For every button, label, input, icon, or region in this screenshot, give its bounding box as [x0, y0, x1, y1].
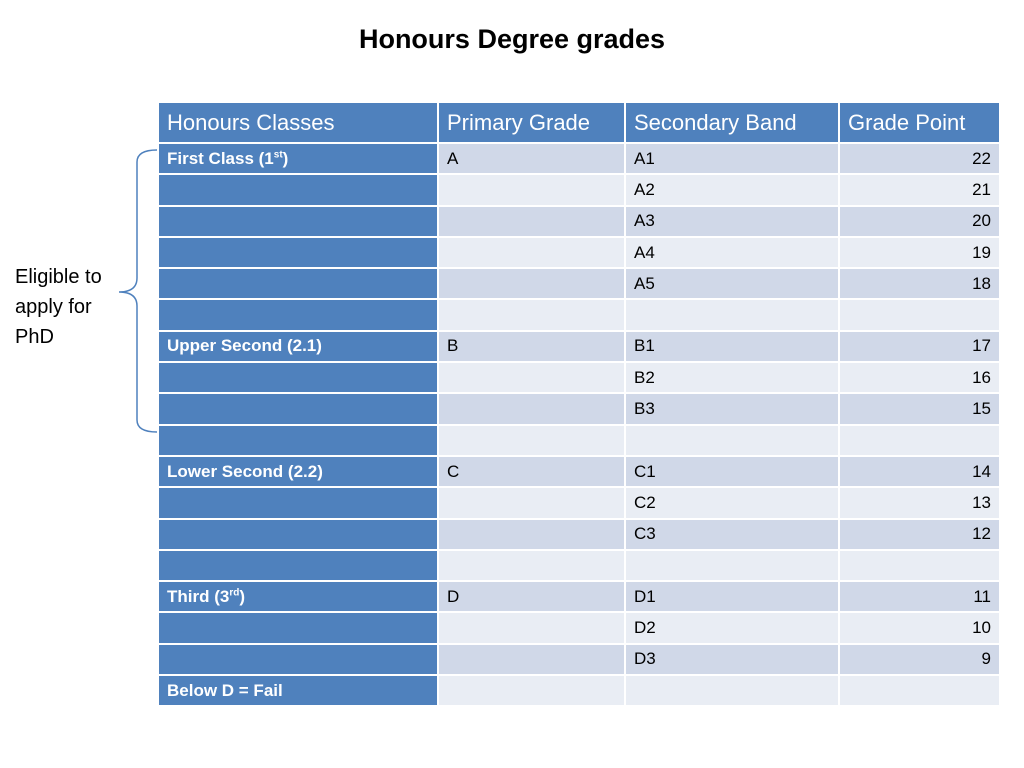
note-line: Eligible to	[15, 266, 102, 288]
primary-grade-cell	[438, 237, 625, 268]
grade-point-cell: 10	[839, 612, 1000, 643]
honours-class-cell	[158, 550, 438, 581]
table-row	[158, 644, 1000, 675]
honours-class-cell	[158, 331, 438, 362]
table-row	[158, 487, 1000, 518]
primary-grade-cell	[438, 362, 625, 393]
primary-grade-cell	[438, 612, 625, 643]
ordinal-suffix: st	[273, 148, 283, 160]
honours-class-label: First Class (1	[167, 148, 274, 168]
ordinal-suffix: rd	[229, 587, 240, 599]
honours-class-cell	[158, 675, 438, 706]
primary-grade-cell	[438, 644, 625, 675]
secondary-band-cell	[625, 550, 839, 581]
table-row	[158, 675, 1000, 706]
honours-class-cell	[158, 206, 438, 237]
table-row	[158, 393, 1000, 424]
primary-grade-cell	[438, 550, 625, 581]
honours-class-cell	[158, 174, 438, 205]
table-row	[158, 206, 1000, 237]
header-grade-point: Grade Point	[839, 102, 1000, 143]
honours-class-cell	[158, 393, 438, 424]
grade-point-cell: 11	[839, 581, 1000, 612]
primary-grade-cell	[438, 393, 625, 424]
table-row	[158, 331, 1000, 362]
secondary-band-cell: A3	[625, 206, 839, 237]
secondary-band-cell: D3	[625, 644, 839, 675]
primary-grade-cell: C	[438, 456, 625, 487]
grade-point-cell	[839, 550, 1000, 581]
grade-point-cell: 13	[839, 487, 1000, 518]
primary-grade-cell	[438, 675, 625, 706]
primary-grade-cell: B	[438, 331, 625, 362]
grade-point-cell: 9	[839, 644, 1000, 675]
honours-class-cell	[158, 581, 438, 612]
grade-point-cell	[839, 675, 1000, 706]
secondary-band-cell: B2	[625, 362, 839, 393]
curly-brace-icon	[115, 148, 163, 434]
table-row	[158, 612, 1000, 643]
grade-point-cell: 19	[839, 237, 1000, 268]
page-title: Honours Degree grades	[358, 24, 666, 54]
secondary-band-cell: A2	[625, 174, 839, 205]
primary-grade-cell	[438, 519, 625, 550]
honours-class-label-end: )	[239, 586, 246, 606]
grade-point-cell	[839, 425, 1000, 456]
grade-point-cell	[839, 299, 1000, 330]
honours-class-cell	[158, 487, 438, 518]
table-row	[158, 299, 1000, 330]
table-row	[158, 456, 1000, 487]
secondary-band-cell	[625, 299, 839, 330]
secondary-band-cell: A4	[625, 237, 839, 268]
secondary-band-cell: D2	[625, 612, 839, 643]
table-row	[158, 425, 1000, 456]
grade-point-cell: 18	[839, 268, 1000, 299]
honours-class-label: Below D = Fail	[167, 680, 283, 700]
primary-grade-cell: D	[438, 581, 625, 612]
header-honours-classes: Honours Classes	[158, 102, 438, 143]
secondary-band-cell: B3	[625, 393, 839, 424]
secondary-band-cell: C3	[625, 519, 839, 550]
primary-grade-cell	[438, 174, 625, 205]
header-primary-grade: Primary Grade	[438, 102, 625, 143]
grade-point-cell: 12	[839, 519, 1000, 550]
secondary-band-cell	[625, 675, 839, 706]
table-row	[158, 362, 1000, 393]
secondary-band-cell	[625, 425, 839, 456]
grades-table	[157, 101, 1001, 707]
honours-class-cell	[158, 237, 438, 268]
grade-point-cell: 16	[839, 362, 1000, 393]
honours-class-cell	[158, 644, 438, 675]
table-row	[158, 237, 1000, 268]
honours-class-label: Third (3	[167, 586, 230, 606]
grade-point-cell: 15	[839, 393, 1000, 424]
note-line: apply for	[15, 296, 92, 318]
honours-class-label: Lower Second (2.2)	[167, 461, 323, 481]
grade-point-cell: 14	[839, 456, 1000, 487]
honours-class-cell	[158, 612, 438, 643]
honours-class-cell	[158, 425, 438, 456]
primary-grade-cell	[438, 206, 625, 237]
secondary-band-cell: B1	[625, 331, 839, 362]
table-header-row	[158, 102, 1000, 143]
secondary-band-cell: C1	[625, 456, 839, 487]
honours-class-cell	[158, 268, 438, 299]
table-row	[158, 519, 1000, 550]
honours-class-cell	[158, 362, 438, 393]
table-row	[158, 550, 1000, 581]
primary-grade-cell	[438, 268, 625, 299]
honours-class-label: Upper Second (2.1)	[167, 336, 322, 356]
table-row	[158, 268, 1000, 299]
grade-point-cell: 17	[839, 331, 1000, 362]
honours-class-cell	[158, 299, 438, 330]
secondary-band-cell: A5	[625, 268, 839, 299]
honours-class-cell	[158, 519, 438, 550]
table-row	[158, 581, 1000, 612]
note-line: PhD	[15, 326, 54, 348]
secondary-band-cell: A1	[625, 143, 839, 174]
grade-point-cell: 22	[839, 143, 1000, 174]
primary-grade-cell	[438, 487, 625, 518]
table-row	[158, 174, 1000, 205]
primary-grade-cell	[438, 425, 625, 456]
honours-class-cell	[158, 143, 438, 174]
honours-class-label-end: )	[282, 148, 289, 168]
phd-eligibility-note	[15, 262, 102, 352]
primary-grade-cell: A	[438, 143, 625, 174]
primary-grade-cell	[438, 299, 625, 330]
secondary-band-cell: D1	[625, 581, 839, 612]
table-row	[158, 143, 1000, 174]
header-secondary-band: Secondary Band	[625, 102, 839, 143]
grade-point-cell: 21	[839, 174, 1000, 205]
secondary-band-cell: C2	[625, 487, 839, 518]
honours-class-cell	[158, 456, 438, 487]
grade-point-cell: 20	[839, 206, 1000, 237]
